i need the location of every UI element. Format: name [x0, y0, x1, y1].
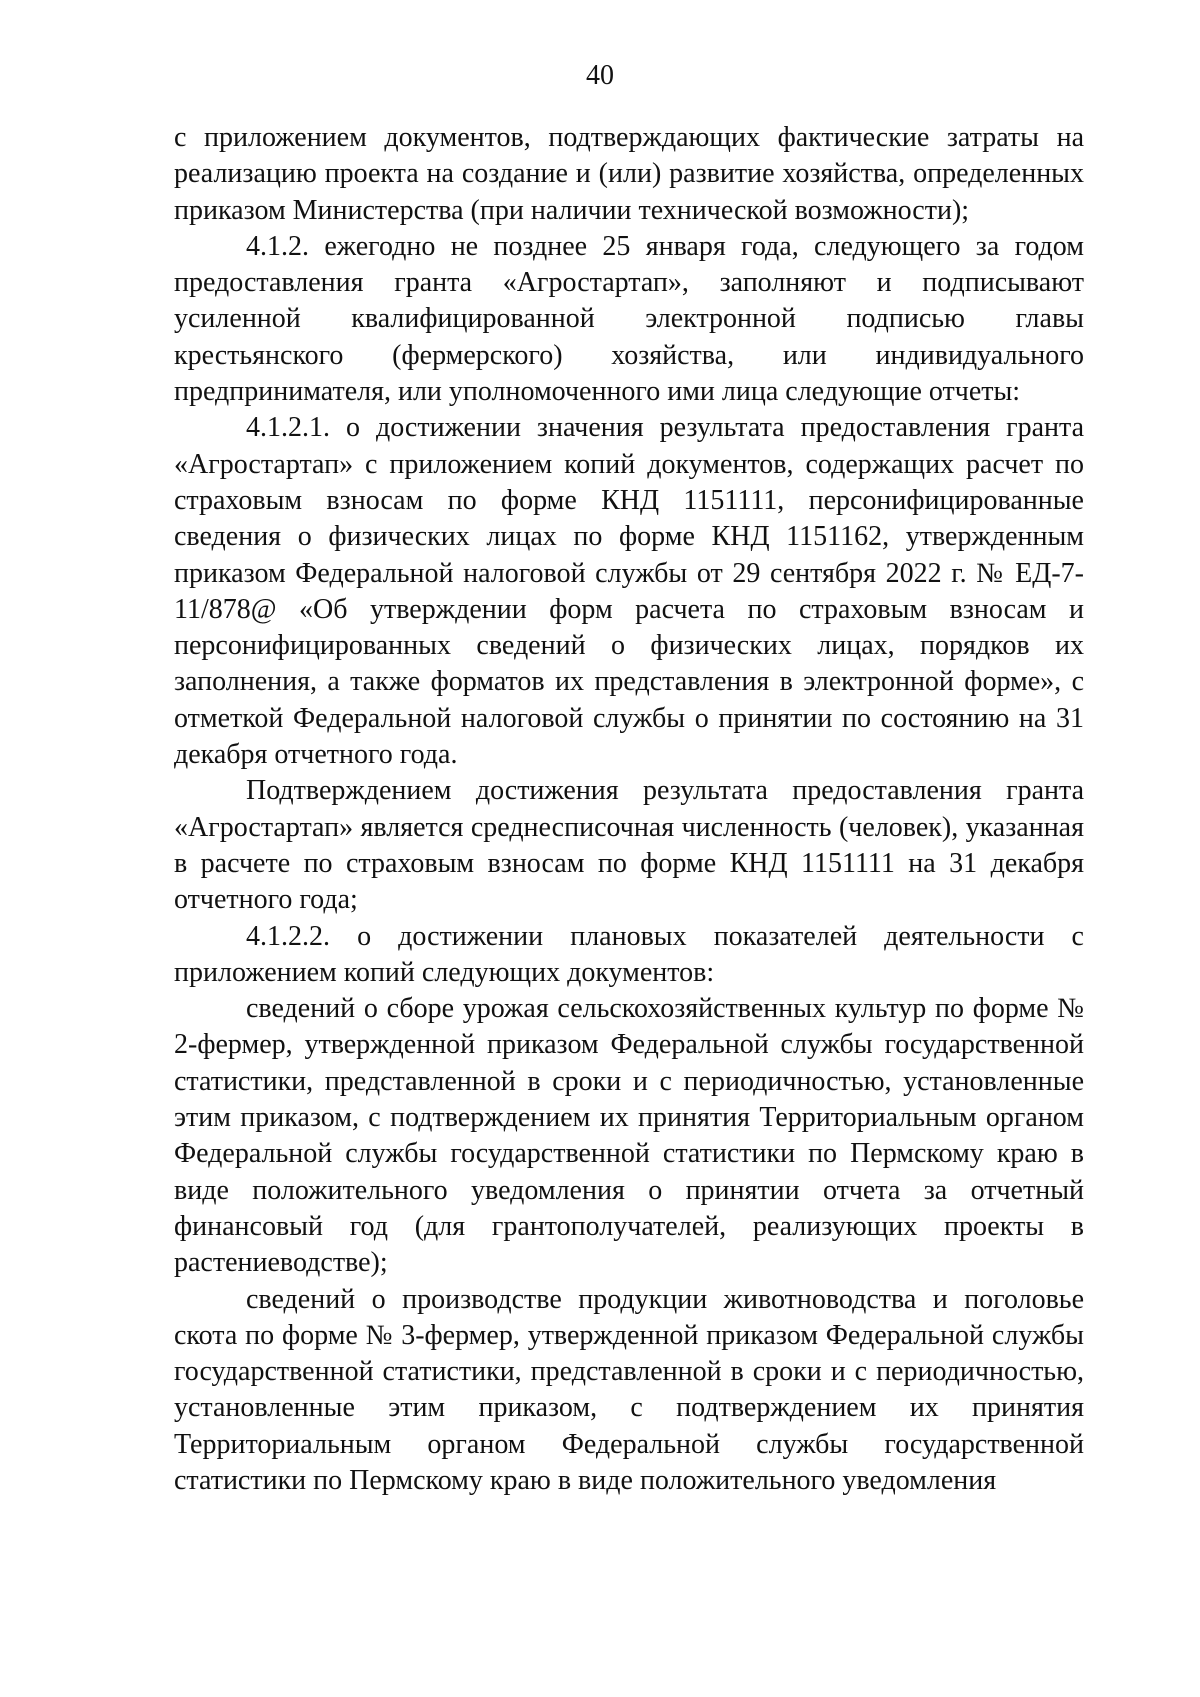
- paragraph-4-1-2: 4.1.2. ежегодно не позднее 25 января года, следующего за годом предоставления гранта «Агростартап», заполняют и подписывают усиленной квалифицированной электронной подписью главы крестьянского (фермерского) хозяйства, или индивидуального предпринимателя, или уполномоченного ими лица следующие отчеты:: [174, 230, 1084, 408]
- page-number: 40: [586, 60, 614, 91]
- paragraph-form-3-farmer: сведений о производстве продукции животноводства и поголовье скота по форме № 3-фермер, утвержденной приказом Федеральной службы государственной статистики, представленной в сроки и с периодичностью, установленные этим приказом, с подтверждением их принятия Территориальным органом Федеральной службы государственной статистики по Пермскому краю в виде положительного уведомления: [174, 1283, 1084, 1496]
- paragraph-continuation: с приложением документов, подтверждающих фактические затраты на реализацию проекта на создание и (или) развитие хозяйства, определенных приказом Министерства (при наличии технической возможности);: [174, 122, 1084, 226]
- document-body: [174, 120, 1084, 1499]
- paragraph-4-1-2-1: 4.1.2.1. о достижении значения результата предоставления гранта «Агростартап» с приложением копий документов, содержащих расчет по страховым взносам по форме КНД 1151111, персонифицированные сведения о физических лицах по форме КНД 1151162, утвержденным приказом Федеральной налоговой службы от 29 сентября 2022 г. № ЕД-7-11/878@ «Об утверждении форм расчета по страховым взносам и персонифицированных сведений о физических лицах, порядков их заполнения, а также форматов их представления в электронной форме», с отметкой Федеральной налоговой службы о принятии по состоянию на 31 декабря отчетного года.: [174, 412, 1084, 771]
- paragraph-4-1-2-2: 4.1.2.2. о достижении плановых показателей деятельности с приложением копий следующих документов:: [174, 920, 1084, 988]
- paragraph-form-2-farmer: сведений о сборе урожая сельскохозяйственных культур по форме № 2-фермер, утвержденной приказом Федеральной службы государственной статистики, представленной в сроки и с периодичностью, установленные этим приказом, с подтверждением их принятия Территориальным органом Федеральной службы государственной статистики по Пермскому краю в виде положительного уведомления о принятии отчета за отчетный финансовый год (для грантополучателей, реализующих проекты в растениеводстве);: [174, 993, 1084, 1279]
- paragraph-result-confirmation: Подтверждением достижения результата предоставления гранта «Агростартап» является среднесписочная численность (человек), указанная в расчете по страховым взносам по форме КНД 1151111 на 31 декабря отчетного года;: [174, 775, 1084, 916]
